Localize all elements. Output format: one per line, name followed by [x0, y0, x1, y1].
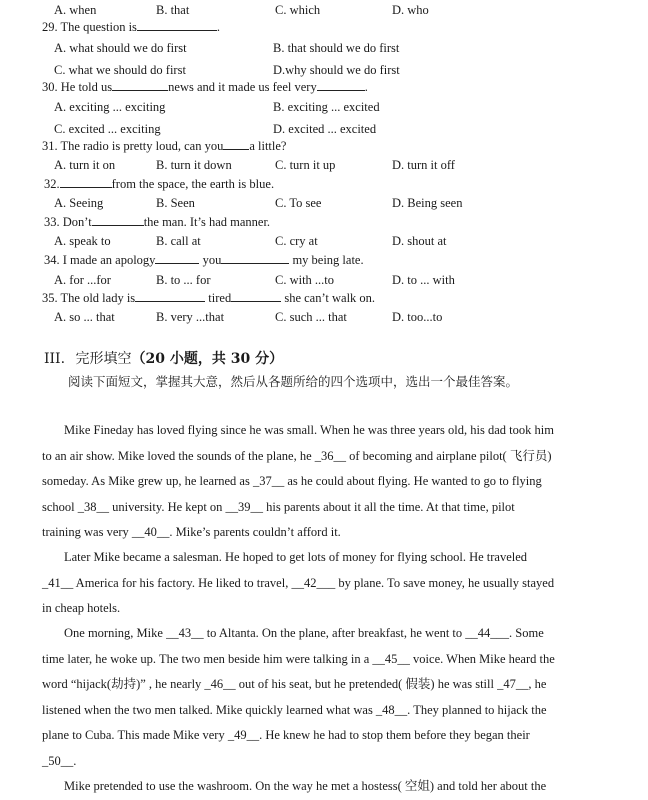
q30-option-c: C. excited ... exciting: [54, 122, 161, 136]
q29-option-c: C. what we should do first: [54, 63, 186, 77]
q31-stem: [42, 139, 286, 153]
q35-blank-2: [231, 291, 281, 302]
passage-line: someday. As Mike grew up, he learned as _37__ as he could about flying. He wanted to go to flying: [42, 474, 542, 488]
q33-option-d: D. shout at: [392, 234, 447, 248]
passage-line: word “hijack(劫持)” , he nearly _46__ out of his seat, but he pretended( 假装) he was still _47__, he: [42, 677, 547, 691]
q34-stem: [44, 253, 364, 267]
q34-option-c: C. with ...to: [275, 273, 335, 287]
q34-option-b: B. to ... for: [156, 273, 211, 287]
q29-option-b: B. that should we do first: [273, 41, 400, 55]
passage-line: listened when the two men talked. Mike quickly learned what was _48__. They planned to hijack the: [42, 702, 547, 717]
q28-option-b: B. that: [156, 3, 190, 17]
q32-option-d: D. Being seen: [392, 196, 463, 210]
passage-line: time later, he woke up. The two men beside him were talking in a __45__ voice. When Mike heard the: [42, 651, 555, 666]
q35-stem-b: tired: [208, 291, 232, 305]
q32-option-a: A. Seeing: [54, 196, 104, 210]
q28-option-c: C. which: [275, 3, 321, 17]
passage-paragraph-2: [42, 545, 582, 622]
q33-stem-a: 33. Don’t: [44, 215, 92, 229]
q29-stem: [42, 20, 220, 34]
q31-stem-b: a little?: [249, 139, 287, 153]
q33-stem: [44, 215, 270, 229]
q31-option-d: D. turn it off: [392, 158, 455, 172]
q35-option-c: C. such ... that: [275, 310, 347, 324]
q35-blank-1: [135, 291, 205, 302]
passage-line: _50__.: [42, 753, 77, 768]
q34-option-a: A. for ...for: [54, 273, 111, 287]
passage-line: plane to Cuba. This made Mike very _49__. He knew he had to stop them before they began their: [42, 728, 530, 742]
q32-stem-a: 32.: [44, 177, 60, 191]
passage-line: in cheap hotels.: [42, 601, 121, 615]
section-title: 完形填空: [75, 351, 132, 367]
q31-blank: [223, 139, 249, 150]
q29-option-d: D.why should we do first: [273, 63, 400, 77]
passage-line: Mike Fineday has loved flying since he was small. When he was three years old, his dad took him: [64, 423, 554, 437]
q34-stem-b: you: [202, 253, 222, 267]
q30-stem: [42, 80, 368, 94]
q30-option-a: A. exciting ... exciting: [54, 100, 166, 114]
q28-option-a: A. when: [54, 3, 97, 17]
q30-blank-1: [112, 80, 168, 91]
section-heading: [44, 348, 283, 368]
q34-blank-1: [155, 253, 199, 264]
passage-paragraph-4: [42, 774, 582, 800]
q31-stem-a: 31. The radio is pretty loud, can you: [42, 139, 224, 153]
q34-option-d: D. to ... with: [392, 273, 455, 287]
q29-end: .: [216, 20, 221, 34]
q32-option-c: C. To see: [275, 196, 322, 210]
q34-stem-c: my being late.: [292, 253, 364, 267]
q33-option-c: C. cry at: [275, 234, 318, 248]
q32-stem-b: from the space, the earth is blue.: [111, 177, 275, 191]
q35-option-a: A. so ... that: [54, 310, 115, 324]
q35-stem: [42, 291, 375, 305]
q29-stem-text: 29. The question is: [42, 20, 137, 34]
q30-stem-b: news and it made us feel very: [168, 80, 317, 94]
passage-line: school _38__ university. He kept on __39__ his parents about it all the time. At that time, pilot: [42, 499, 515, 514]
passage-line: Mike pretended to use the washroom. On the way he met a hostess( 空姐) and told her about the: [64, 779, 547, 793]
q33-option-b: B. call at: [156, 234, 201, 248]
passage-line: training was very __40__. Mike’s parents couldn’t afford it.: [42, 525, 341, 539]
q31-option-b: B. turn it down: [156, 158, 232, 172]
q32-stem: [44, 177, 274, 191]
section-instruction: 阅读下面短文，掌握其大意，然后从各题所给的四个选项中，选出一个最佳答案。: [68, 374, 519, 389]
q33-option-a: A. speak to: [54, 234, 111, 248]
q35-option-d: D. too...to: [392, 310, 443, 324]
passage-paragraph-3: [42, 621, 582, 774]
q35-stem-a: 35. The old lady is: [42, 291, 136, 305]
section-number: III.: [44, 351, 66, 367]
passage-line: _41__ America for his factory. He liked to travel, __42___ by plane. To save money, he usually stayed: [42, 575, 555, 590]
q32-option-b: B. Seen: [156, 196, 195, 210]
q32-blank: [60, 177, 112, 188]
q30-option-d: D. excited ... excited: [273, 122, 377, 136]
passage-line: Later Mike became a salesman. He hoped to get lots of money for flying school. He traveled: [64, 550, 528, 564]
passage-line: One morning, Mike __43__ to Altanta. On the plane, after breakfast, he went to __44___. Some: [64, 626, 544, 640]
q28-option-d: D. who: [392, 3, 429, 17]
q30-stem-a: 30. He told us: [42, 80, 113, 94]
q29-option-a: A. what should we do first: [54, 41, 187, 55]
q33-stem-b: the man. It’s had manner.: [143, 215, 271, 229]
q31-option-c: C. turn it up: [275, 158, 336, 172]
passage-paragraph-1: [42, 418, 582, 546]
passage-line: to an air show. Mike loved the sounds of the plane, he _36__ of becoming and airplane pilot( 飞行员): [42, 448, 552, 463]
q30-option-b: B. exciting ... excited: [273, 100, 380, 114]
section-count: （20 小题，共 30 分）: [131, 351, 284, 367]
q34-stem-a: 34. I made an apology: [44, 253, 156, 267]
q33-blank: [92, 215, 144, 226]
q35-option-b: B. very ...that: [156, 310, 225, 324]
q30-blank-2: [317, 80, 365, 91]
q29-blank: [137, 20, 217, 31]
q34-blank-2: [221, 253, 289, 264]
q35-stem-c: she can’t walk on.: [284, 291, 376, 305]
q30-end: .: [364, 80, 368, 94]
q31-option-a: A. turn it on: [54, 158, 116, 172]
